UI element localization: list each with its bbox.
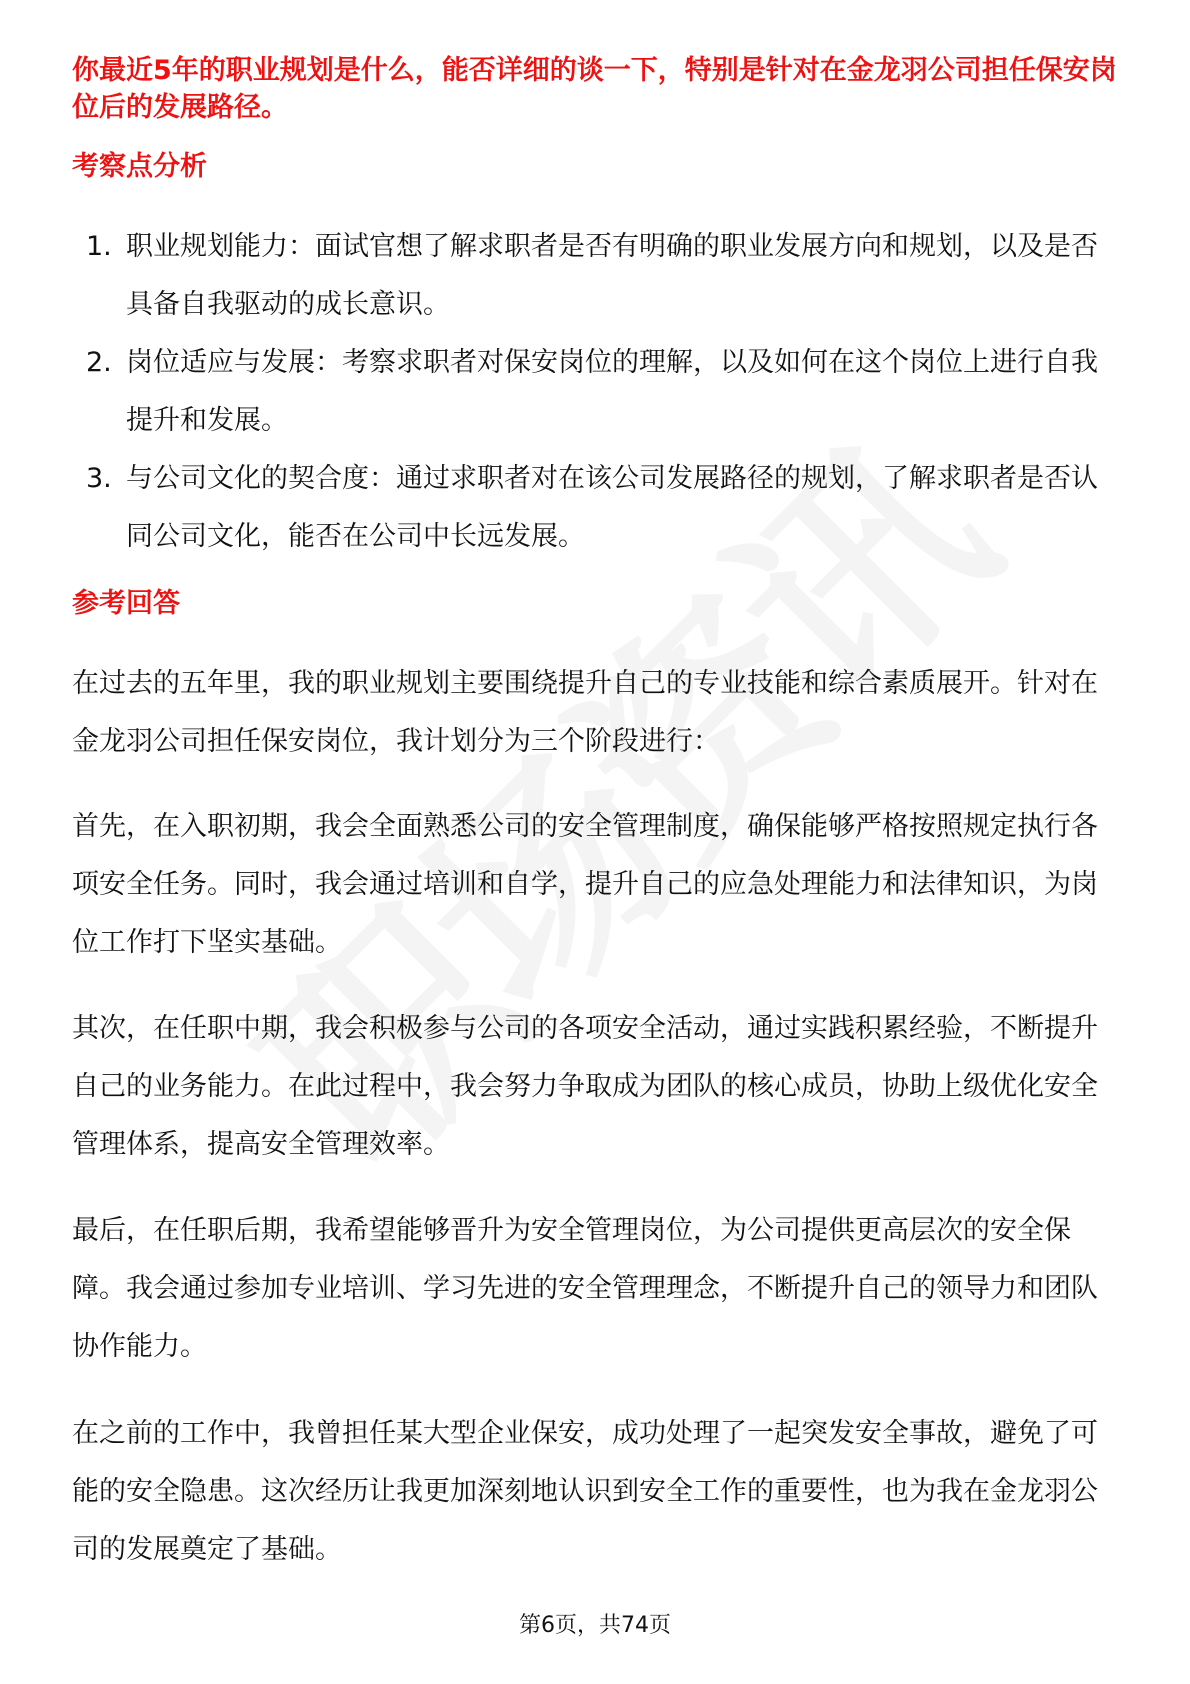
analysis-point <box>72 450 1122 566</box>
page-number-footer: 第6页，共74页 <box>519 1613 671 1638</box>
analysis-section-title: 考察点分析 <box>72 151 207 182</box>
point-text: 与公司文化的契合度：通过求职者对在该公司发展路径的规划，了解求职者是否认同公司文化，能否在公司中长远发展。 <box>126 463 1098 552</box>
answer-paragraph: 首先，在入职初期，我会全面熟悉公司的安全管理制度，确保能够严格按照规定执行各项安全任务。同时，我会通过培训和自学，提升自己的应急处理能力和法律知识，为岗位工作打下坚实基础。 <box>72 811 1098 958</box>
point-text: 职业规划能力：面试官想了解求职者是否有明确的职业发展方向和规划，以及是否具备自我驱动的成长意识。 <box>126 231 1098 320</box>
answer-paragraph: 在过去的五年里，我的职业规划主要围绕提升自己的专业技能和综合素质展开。针对在金龙羽公司担任保安岗位，我计划分为三个阶段进行： <box>72 668 1098 757</box>
reference-section-title: 参考回答 <box>72 588 180 619</box>
point-number: 1. <box>86 231 112 262</box>
point-number: 2. <box>86 347 112 378</box>
answer-paragraph: 最后，在任职后期，我希望能够晋升为安全管理岗位，为公司提供更高层次的安全保障。我会通过参加专业培训、学习先进的安全管理理念，不断提升自己的领导力和团队协作能力。 <box>72 1215 1098 1362</box>
analysis-points-list <box>72 218 1122 566</box>
answer-paragraph: 在之前的工作中，我曾担任某大型企业保安，成功处理了一起突发安全事故，避免了可能的安全隐患。这次经历让我更加深刻地认识到安全工作的重要性，也为我在金龙羽公司的发展奠定了基础。 <box>72 1418 1098 1565</box>
point-number: 3. <box>86 463 112 494</box>
question-heading: 你最近5年的职业规划是什么，能否详细的谈一下，特别是针对在金龙羽公司担任保安岗位后的发展路径。 <box>72 55 1117 123</box>
analysis-point <box>72 334 1122 450</box>
point-text: 岗位适应与发展：考察求职者对保安岗位的理解，以及如何在这个岗位上进行自我提升和发展。 <box>126 347 1098 436</box>
analysis-point <box>72 218 1122 334</box>
answer-paragraph: 其次，在任职中期，我会积极参与公司的各项安全活动，通过实践积累经验，不断提升自己的业务能力。在此过程中，我会努力争取成为团队的核心成员，协助上级优化安全管理体系，提高安全管理效率。 <box>72 1013 1098 1160</box>
